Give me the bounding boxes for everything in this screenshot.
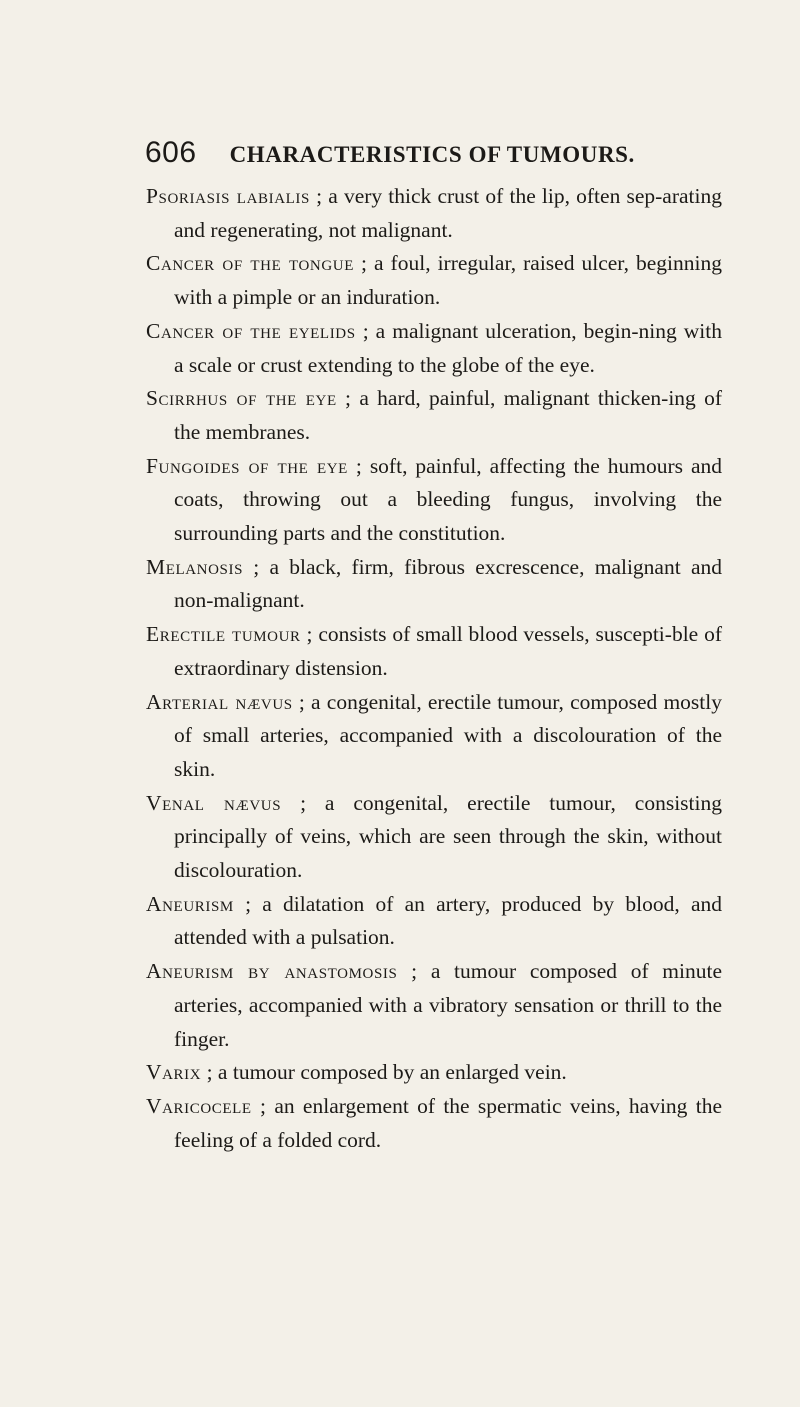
entry-fungoides-of-the-eye <box>146 450 722 551</box>
entry-psoriasis-labialis <box>146 180 722 247</box>
entry-term: Aneurism <box>146 891 234 916</box>
entry-cancer-of-the-eyelids <box>146 315 722 382</box>
entry-term: Venal nævus <box>146 790 282 815</box>
entry-term: Fungoides of the eye <box>146 453 348 478</box>
entry-definition: ; a congenital, erectile tumour, consisting principally of veins, which are seen through the skin, without discolouration. <box>174 790 722 883</box>
entry-term: Varicocele <box>146 1093 252 1118</box>
entry-definition: ; a foul, irregular, raised ulcer, beginning with a pimple or an induration. <box>174 251 722 310</box>
entry-definition: ; a congenital, erectile tumour, composed mostly of small arteries, accompanied with a discolouration of the skin. <box>174 689 723 781</box>
entry-term: Arterial nævus <box>146 689 293 714</box>
entry-definition: ; a malignant ulceration, begin-ning with a scale or crust extending to the globe of the eye. <box>174 318 722 377</box>
entry-cancer-of-the-tongue <box>146 247 722 314</box>
page-header <box>145 136 705 170</box>
page-number: 606 <box>145 136 197 169</box>
entry-aneurism <box>146 888 722 955</box>
entry-varicocele <box>146 1090 722 1157</box>
entry-term: Psoriasis labialis <box>146 184 310 208</box>
entry-term: Melanosis <box>146 554 244 579</box>
entry-term: Cancer of the eyelids <box>146 318 356 343</box>
entry-definition: ; a black, firm, fibrous excrescence, malignant and non-malignant. <box>174 554 722 613</box>
entry-melanosis <box>146 551 722 618</box>
entry-arterial-naevus <box>146 686 722 787</box>
entry-definition: ; a tumour composed of minute arteries, accompanied with a vibratory sensation or thrill to the finger. <box>174 959 723 1051</box>
entry-term: Scirrhus of the eye <box>146 386 337 411</box>
entry-term: Varix <box>146 1060 202 1085</box>
entry-erectile-tumour <box>146 618 722 685</box>
running-title: CHARACTERISTICS OF TUMOURS. <box>229 142 635 167</box>
entry-definition: ; an enlargement of the spermatic veins, having the feeling of a folded cord. <box>174 1093 722 1152</box>
entry-definition: ; consists of small blood vessels, suscepti-ble of extraordinary distension. <box>174 622 722 680</box>
entry-venal-naevus <box>146 787 722 888</box>
entry-scirrhus-of-the-eye <box>146 382 722 449</box>
entry-term: Erectile tumour <box>146 622 301 647</box>
entry-list <box>146 180 722 1157</box>
entry-term: Cancer of the tongue <box>146 251 354 276</box>
entry-aneurism-by-anastomosis <box>146 955 722 1056</box>
entry-varix <box>146 1056 722 1090</box>
entry-definition: ; a dilatation of an artery, produced by blood, and attended with a pulsation. <box>174 891 722 950</box>
entry-term: Aneurism by anastomosis <box>146 959 398 984</box>
entry-definition: ; soft, painful, affecting the humours and coats, throwing out a bleeding fungus, involving the surrounding parts and the constitution. <box>174 453 722 546</box>
entry-definition: ; a tumour composed by an enlarged vein. <box>201 1060 567 1085</box>
entry-definition: ; a hard, painful, malignant thicken-ing of the membranes. <box>174 386 723 444</box>
entry-definition: ; a very thick crust of the lip, often sep-arating and regenerating, not malignant. <box>174 184 722 242</box>
